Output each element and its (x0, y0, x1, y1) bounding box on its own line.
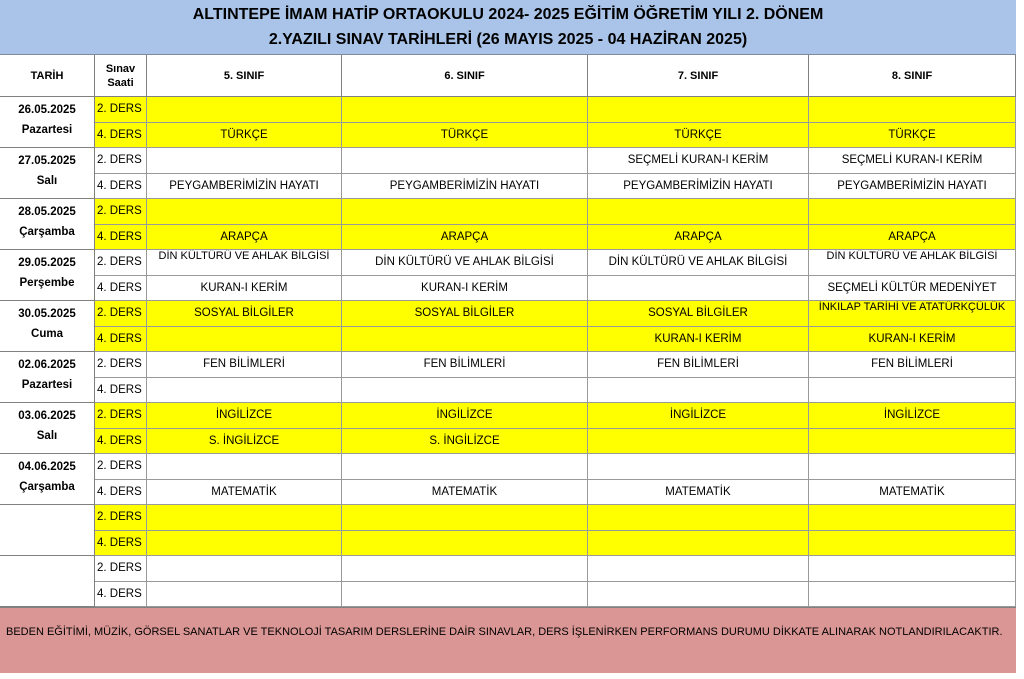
subject-cell (342, 531, 588, 557)
subject-label: ARAPÇA (674, 230, 722, 243)
exam-period-cell (95, 250, 147, 276)
subject-label: SOSYAL BİLGİLER (648, 307, 748, 320)
exam-period-label: 4. DERS (97, 332, 142, 345)
subject-cell (147, 531, 342, 557)
weekday-label: Çarşamba (19, 226, 75, 238)
title-line-1: ALTINTEPE İMAM HATİP ORTAOKULU 2024- 2025 EĞİTİM ÖĞRETİM YILI 2. DÖNEM (192, 6, 824, 23)
subject-cell (342, 199, 588, 225)
subject-cell (588, 276, 809, 302)
bottom-margin (0, 673, 1016, 679)
subject-label: PEYGAMBERİMİZİN HAYATI (623, 179, 773, 192)
weekday-label: Pazartesi (21, 379, 73, 391)
subject-cell (342, 429, 588, 455)
right-margin (1016, 0, 1024, 679)
exam-period-label: 4. DERS (97, 587, 142, 600)
exam-period-label: 4. DERS (97, 179, 142, 192)
column-header-saat-line1: Sınav (105, 62, 136, 75)
weekday-label: Salı (36, 430, 58, 442)
exam-period-label: 4. DERS (97, 230, 142, 243)
subject-cell (588, 454, 809, 480)
subject-cell (147, 199, 342, 225)
subject-cell (588, 199, 809, 225)
subject-cell (342, 454, 588, 480)
subject-cell (588, 352, 809, 378)
subject-label: İNGİLİZCE (215, 409, 273, 422)
subject-cell (147, 352, 342, 378)
subject-cell (809, 378, 1016, 404)
subject-cell (588, 403, 809, 429)
subject-label: DİN KÜLTÜRÜ VE AHLAK BİLGİSİ (608, 256, 788, 269)
subject-label: KURAN-I KERİM (868, 332, 956, 345)
subject-cell (147, 276, 342, 302)
subject-label: DİN KÜLTÜRÜ VE AHLAK BİLGİSİ (158, 250, 330, 262)
exam-period-cell (95, 199, 147, 225)
subject-label: S. İNGİLİZCE (429, 434, 500, 447)
footer-note: BEDEN EĞİTİMİ, MÜZİK, GÖRSEL SANATLAR VE TEKNOLOJİ TASARIM DERSLERİNE DAİR SINAVLAR, DERS İŞLENİRKEN PERFORMANS DURUMU DİKKATE ALINARAK NOTLANDIRILACAKTIR. (0, 607, 1016, 673)
exam-period-label: 4. DERS (97, 485, 142, 498)
subject-cell (342, 97, 588, 123)
subject-cell (147, 429, 342, 455)
subject-cell (809, 480, 1016, 506)
subject-label: FEN BİLİMLERİ (203, 358, 285, 371)
subject-cell (588, 225, 809, 251)
subject-cell (809, 556, 1016, 582)
subject-cell (147, 582, 342, 608)
column-header-6: 6. SINIF (342, 55, 588, 97)
subject-cell (342, 403, 588, 429)
subject-cell (809, 352, 1016, 378)
subject-cell (809, 97, 1016, 123)
subject-cell (809, 250, 1016, 276)
subject-cell (588, 250, 809, 276)
subject-cell (147, 480, 342, 506)
exam-period-label: 4. DERS (97, 536, 142, 549)
exam-period-cell (95, 429, 147, 455)
subject-cell (809, 454, 1016, 480)
subject-cell (147, 148, 342, 174)
subject-label: SEÇMELİ KÜLTÜR MEDENİYET (827, 281, 997, 294)
subject-cell (588, 123, 809, 149)
subject-label: PEYGAMBERİMİZİN HAYATI (837, 179, 987, 192)
subject-label: SEÇMELİ KURAN-I KERİM (627, 154, 769, 167)
exam-period-cell (95, 276, 147, 302)
exam-period-cell (95, 556, 147, 582)
subject-label: TÜRKÇE (674, 128, 722, 141)
subject-cell (342, 301, 588, 327)
exam-period-cell (95, 454, 147, 480)
column-header-7: 7. SINIF (588, 55, 809, 97)
subject-cell (147, 327, 342, 353)
date-cell (0, 250, 95, 301)
exam-period-cell (95, 531, 147, 557)
exam-period-label: 2. DERS (97, 154, 142, 167)
subject-cell (588, 97, 809, 123)
subject-label: SEÇMELİ KURAN-I KERİM (841, 154, 983, 167)
date-cell (0, 454, 95, 505)
date-cell (0, 556, 95, 607)
column-header-saat (95, 55, 147, 97)
subject-cell (809, 403, 1016, 429)
exam-period-cell (95, 301, 147, 327)
weekday-label: Pazartesi (21, 124, 73, 136)
subject-cell (147, 378, 342, 404)
subject-cell (588, 174, 809, 200)
exam-period-label: 2. DERS (97, 460, 142, 473)
subject-cell (147, 250, 342, 276)
exam-period-label: 2. DERS (97, 205, 142, 218)
date-label: 04.06.2025 (18, 461, 76, 473)
date-cell (0, 505, 95, 556)
exam-period-cell (95, 225, 147, 251)
subject-cell (147, 403, 342, 429)
exam-period-cell (95, 97, 147, 123)
subject-label: FEN BİLİMLERİ (657, 358, 739, 371)
subject-label: MATEMATİK (211, 485, 277, 498)
subject-cell (147, 454, 342, 480)
subject-cell (147, 97, 342, 123)
subject-cell (588, 531, 809, 557)
subject-label: MATEMATİK (879, 485, 945, 498)
subject-cell (342, 174, 588, 200)
subject-label: İNGİLİZCE (436, 409, 493, 422)
subject-cell (342, 327, 588, 353)
column-header-tarih: TARİH (0, 55, 95, 97)
date-label: 03.06.2025 (18, 410, 76, 422)
date-cell (0, 97, 95, 148)
subject-cell (588, 582, 809, 608)
date-cell (0, 148, 95, 199)
subject-cell (342, 352, 588, 378)
subject-cell (809, 174, 1016, 200)
date-label: 30.05.2025 (18, 308, 76, 320)
date-label: 28.05.2025 (18, 206, 76, 218)
subject-cell (809, 531, 1016, 557)
exam-period-cell (95, 378, 147, 404)
subject-cell (147, 301, 342, 327)
subject-cell (342, 505, 588, 531)
subject-cell (342, 276, 588, 302)
exam-period-cell (95, 352, 147, 378)
subject-label: KURAN-I KERİM (421, 281, 508, 294)
subject-cell (342, 480, 588, 506)
weekday-label: Perşembe (19, 277, 75, 289)
subject-cell (588, 378, 809, 404)
subject-label: ARAPÇA (440, 230, 489, 243)
subject-cell (342, 148, 588, 174)
subject-cell (147, 505, 342, 531)
subject-label: SOSYAL BİLGİLER (194, 307, 294, 320)
subject-cell (809, 199, 1016, 225)
subject-label: KURAN-I KERİM (200, 281, 288, 294)
subject-label: İNKILAP TARİHİ VE ATATÜRKÇÜLÜK (818, 301, 1006, 313)
subject-label: MATEMATİK (431, 485, 498, 498)
column-header-8: 8. SINIF (809, 55, 1016, 97)
subject-cell (342, 582, 588, 608)
subject-label: İNGİLİZCE (669, 409, 727, 422)
weekday-label: Salı (36, 175, 58, 187)
subject-cell (342, 123, 588, 149)
subject-cell (809, 505, 1016, 531)
title-line-2: 2.YAZILI SINAV TARİHLERİ (26 MAYIS 2025 - 04 HAZİRAN 2025) (268, 31, 748, 48)
subject-label: İNGİLİZCE (883, 409, 941, 422)
subject-cell (588, 429, 809, 455)
exam-period-cell (95, 174, 147, 200)
exam-period-label: 2. DERS (97, 256, 142, 269)
subject-label: KURAN-I KERİM (654, 332, 742, 345)
subject-cell (809, 148, 1016, 174)
date-cell (0, 352, 95, 403)
subject-label: S. İNGİLİZCE (208, 434, 280, 447)
subject-label: PEYGAMBERİMİZİN HAYATI (169, 179, 319, 192)
subject-cell (588, 301, 809, 327)
subject-cell (342, 378, 588, 404)
subject-label: ARAPÇA (888, 230, 936, 243)
title-banner (0, 0, 1016, 55)
subject-cell (809, 429, 1016, 455)
subject-label: DİN KÜLTÜRÜ VE AHLAK BİLGİSİ (375, 256, 554, 269)
date-label: 29.05.2025 (18, 257, 76, 269)
subject-label: TÜRKÇE (220, 128, 268, 141)
subject-cell (588, 480, 809, 506)
exam-period-cell (95, 582, 147, 608)
subject-label: FEN BİLİMLERİ (423, 358, 506, 371)
date-cell (0, 199, 95, 250)
subject-label: SOSYAL BİLGİLER (414, 307, 515, 320)
exam-period-cell (95, 123, 147, 149)
exam-period-label: 4. DERS (97, 383, 142, 396)
subject-label: TÜRKÇE (440, 128, 489, 141)
subject-cell (809, 123, 1016, 149)
date-label: 02.06.2025 (18, 359, 76, 371)
exam-period-cell (95, 148, 147, 174)
exam-period-label: 2. DERS (97, 307, 142, 320)
exam-period-label: 4. DERS (97, 281, 142, 294)
subject-cell (809, 225, 1016, 251)
subject-cell (588, 505, 809, 531)
subject-label: DİN KÜLTÜRÜ VE AHLAK BİLGİSİ (826, 250, 998, 262)
exam-period-cell (95, 505, 147, 531)
subject-cell (147, 174, 342, 200)
subject-cell (588, 148, 809, 174)
exam-period-cell (95, 403, 147, 429)
date-cell (0, 403, 95, 454)
exam-period-cell (95, 480, 147, 506)
subject-label: TÜRKÇE (888, 128, 936, 141)
subject-cell (147, 123, 342, 149)
exam-period-label: 4. DERS (97, 434, 142, 447)
column-header-5: 5. SINIF (147, 55, 342, 97)
column-header-saat-line2: Saati (107, 76, 134, 89)
subject-cell (147, 225, 342, 251)
subject-cell (809, 276, 1016, 302)
subject-cell (809, 327, 1016, 353)
exam-period-label: 2. DERS (97, 511, 142, 524)
subject-label: PEYGAMBERİMİZİN HAYATI (389, 179, 540, 192)
subject-cell (809, 582, 1016, 608)
exam-period-cell (95, 327, 147, 353)
exam-period-label: 2. DERS (97, 562, 142, 575)
subject-cell (588, 556, 809, 582)
subject-cell (588, 327, 809, 353)
date-label: 27.05.2025 (18, 155, 76, 167)
subject-cell (342, 225, 588, 251)
date-cell (0, 301, 95, 352)
subject-label: FEN BİLİMLERİ (871, 358, 953, 371)
weekday-label: Cuma (31, 328, 63, 340)
subject-cell (147, 556, 342, 582)
weekday-label: Çarşamba (19, 481, 75, 493)
date-label: 26.05.2025 (18, 104, 76, 116)
subject-label: MATEMATİK (665, 485, 731, 498)
subject-label: ARAPÇA (220, 230, 268, 243)
subject-cell (342, 556, 588, 582)
exam-period-label: 2. DERS (97, 358, 142, 371)
subject-cell (809, 301, 1016, 327)
exam-period-label: 2. DERS (97, 103, 142, 116)
exam-period-label: 2. DERS (97, 409, 142, 422)
exam-period-label: 4. DERS (97, 128, 142, 141)
subject-cell (342, 250, 588, 276)
